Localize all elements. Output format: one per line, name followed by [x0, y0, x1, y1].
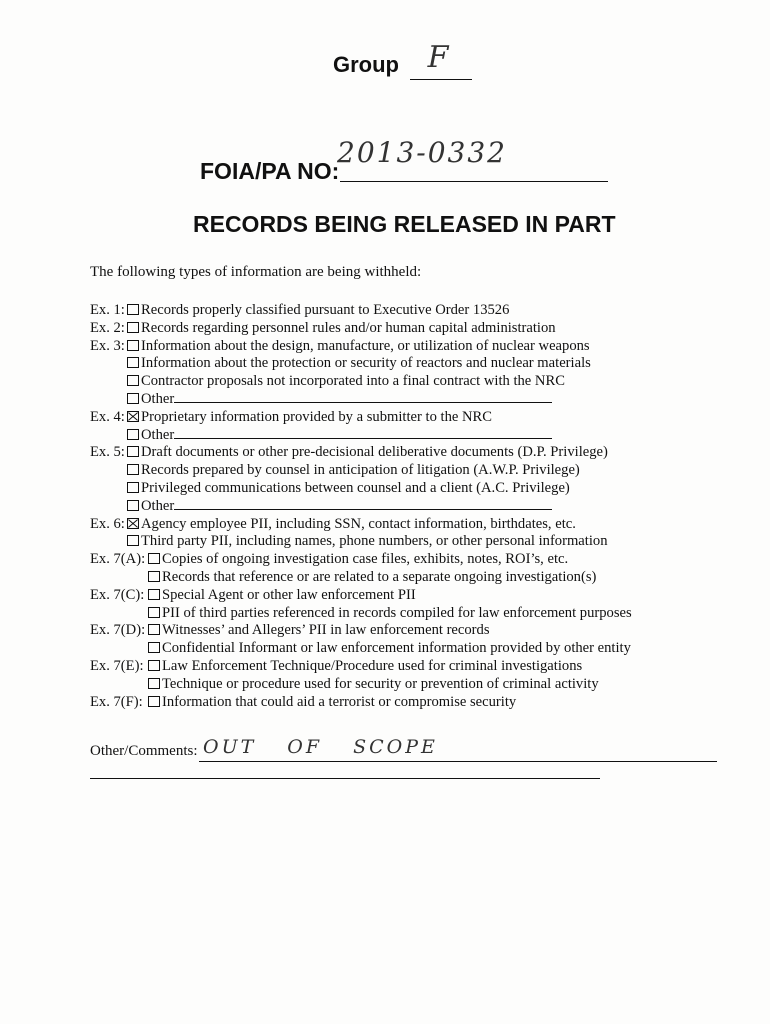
exemption-row: [127, 319, 556, 337]
exemption-text: Records that reference or are related to a separate ongoing investigation(s): [162, 569, 597, 585]
exemption-checkbox[interactable]: [127, 429, 139, 440]
exemption-row: [127, 515, 576, 533]
exemption-checkbox[interactable]: [148, 642, 160, 653]
group-label: Group: [333, 52, 399, 77]
exemption-label: Ex. 4:: [90, 408, 125, 425]
exemption-row: [148, 586, 416, 604]
group-value: F: [427, 40, 449, 75]
exemption-row: [148, 639, 631, 657]
exemption-text: PII of third parties referenced in records compiled for law enforcement purposes: [162, 604, 632, 621]
exemption-row: [127, 461, 580, 479]
exemption-row: [148, 568, 596, 586]
exemption-row: [127, 443, 608, 461]
exemption-text: Draft documents or other pre-decisional deliberative documents (D.P. Privilege): [141, 444, 608, 461]
exemption-text: Proprietary information provided by a submitter to the NRC: [141, 408, 492, 425]
exemption-row: [148, 604, 632, 622]
exemption-row: [127, 532, 608, 550]
exemption-label: Ex. 2:: [90, 319, 125, 336]
foia-underline: [340, 181, 608, 182]
exemption-checkbox[interactable]: [127, 322, 139, 333]
exemption-text: Information about the protection or security of reactors and nuclear materials: [141, 355, 591, 372]
exemption-row: [148, 657, 582, 675]
exemption-checkbox[interactable]: [127, 393, 139, 404]
comments-value: OUT OF SCOPE: [203, 736, 438, 758]
foia-label: FOIA/PA NO:: [200, 158, 340, 184]
exemption-checkbox[interactable]: [127, 375, 139, 386]
intro-text: The following types of information are being withheld:: [90, 264, 422, 280]
exemption-text: Other: [141, 497, 175, 514]
exemption-text: Technique or procedure used for security or prevention of criminal activity: [162, 675, 599, 692]
exemption-checkbox[interactable]: [127, 304, 139, 315]
exemption-checkbox[interactable]: [127, 340, 139, 351]
exemption-text: Law Enforcement Technique/Procedure used for criminal investigations: [162, 658, 583, 674]
exemption-checkbox[interactable]: [127, 446, 139, 457]
exemption-text: Third party PII, including names, phone numbers, or other personal information: [141, 533, 608, 550]
exemption-label: Ex. 5:: [90, 444, 125, 461]
exemption-row: [148, 675, 599, 693]
other-blank-line[interactable]: [174, 426, 552, 439]
exemption-checkbox[interactable]: [127, 411, 139, 422]
exemption-row: [148, 550, 568, 568]
exemption-checkbox[interactable]: [148, 624, 160, 635]
exemption-label: Ex. 6:: [90, 515, 125, 532]
exemption-checkbox[interactable]: [148, 589, 160, 600]
exemption-checkbox[interactable]: [148, 696, 160, 707]
exemption-checkbox[interactable]: [127, 535, 139, 546]
exemption-label: Ex. 1:: [90, 302, 125, 318]
exemption-text: Information about the design, manufacture, or utilization of nuclear weapons: [141, 337, 590, 354]
exemption-text: Copies of ongoing investigation case files, exhibits, notes, ROI’s, etc.: [162, 551, 569, 568]
exemption-text: Other: [141, 426, 175, 443]
other-blank-line[interactable]: [174, 497, 552, 510]
exemption-label: Ex. 7(E):: [90, 658, 144, 674]
exemption-row: [127, 301, 509, 319]
exemption-label: Ex. 7(C):: [90, 586, 145, 603]
exemption-row: [127, 426, 552, 444]
exemption-checkbox[interactable]: [127, 518, 139, 529]
page-title: RECORDS BEING RELEASED IN PART: [193, 211, 616, 237]
exemption-row: [127, 372, 565, 390]
other-blank-line[interactable]: [174, 390, 552, 403]
exemption-text: Witnesses’ and Allegers’ PII in law enforcement records: [162, 622, 490, 639]
comments-underline: [199, 761, 717, 762]
exemption-label: Ex. 3:: [90, 337, 125, 354]
exemption-checkbox[interactable]: [148, 678, 160, 689]
exemption-label: Ex. 7(F):: [90, 693, 143, 710]
exemption-text: Confidential Informant or law enforcement information provided by other entity: [162, 640, 631, 657]
exemption-checkbox[interactable]: [148, 607, 160, 618]
comments-label: Other/Comments:: [90, 743, 198, 759]
exemption-row: [148, 621, 490, 639]
exemption-text: Other: [141, 391, 175, 407]
exemption-checkbox[interactable]: [148, 660, 160, 671]
exemption-text: Agency employee PII, including SSN, contact information, birthdates, etc.: [141, 515, 576, 532]
exemption-text: Contractor proposals not incorporated into a final contract with the NRC: [141, 373, 565, 390]
exemption-row: [127, 497, 552, 515]
exemption-checkbox[interactable]: [148, 553, 160, 564]
exemption-checkbox[interactable]: [148, 571, 160, 582]
exemption-checkbox[interactable]: [127, 357, 139, 368]
exemption-row: [127, 354, 591, 372]
exemption-checkbox[interactable]: [127, 482, 139, 493]
exemption-label: Ex. 7(D):: [90, 622, 146, 639]
exemption-text: Special Agent or other law enforcement PII: [162, 586, 416, 603]
exemption-text: Information that could aid a terrorist or compromise security: [162, 693, 517, 710]
exemption-row: [127, 390, 552, 408]
foia-number: 2013-0332: [337, 136, 507, 169]
exemption-row: [148, 693, 516, 711]
exemption-text: Records regarding personnel rules and/or human capital administration: [141, 319, 556, 336]
comments-underline-2: [90, 778, 600, 779]
exemption-checkbox[interactable]: [127, 464, 139, 475]
exemption-row: [127, 408, 492, 426]
exemption-text: Records prepared by counsel in anticipation of litigation (A.W.P. Privilege): [141, 462, 580, 479]
exemption-text: Records properly classified pursuant to Executive Order 13526: [141, 302, 510, 318]
exemption-row: [127, 337, 590, 355]
exemption-text: Privileged communications between counsel and a client (A.C. Privilege): [141, 480, 570, 496]
exemption-label: Ex. 7(A):: [90, 551, 146, 568]
exemption-checkbox[interactable]: [127, 500, 139, 511]
exemption-row: [127, 479, 570, 497]
group-underline: [410, 79, 472, 80]
